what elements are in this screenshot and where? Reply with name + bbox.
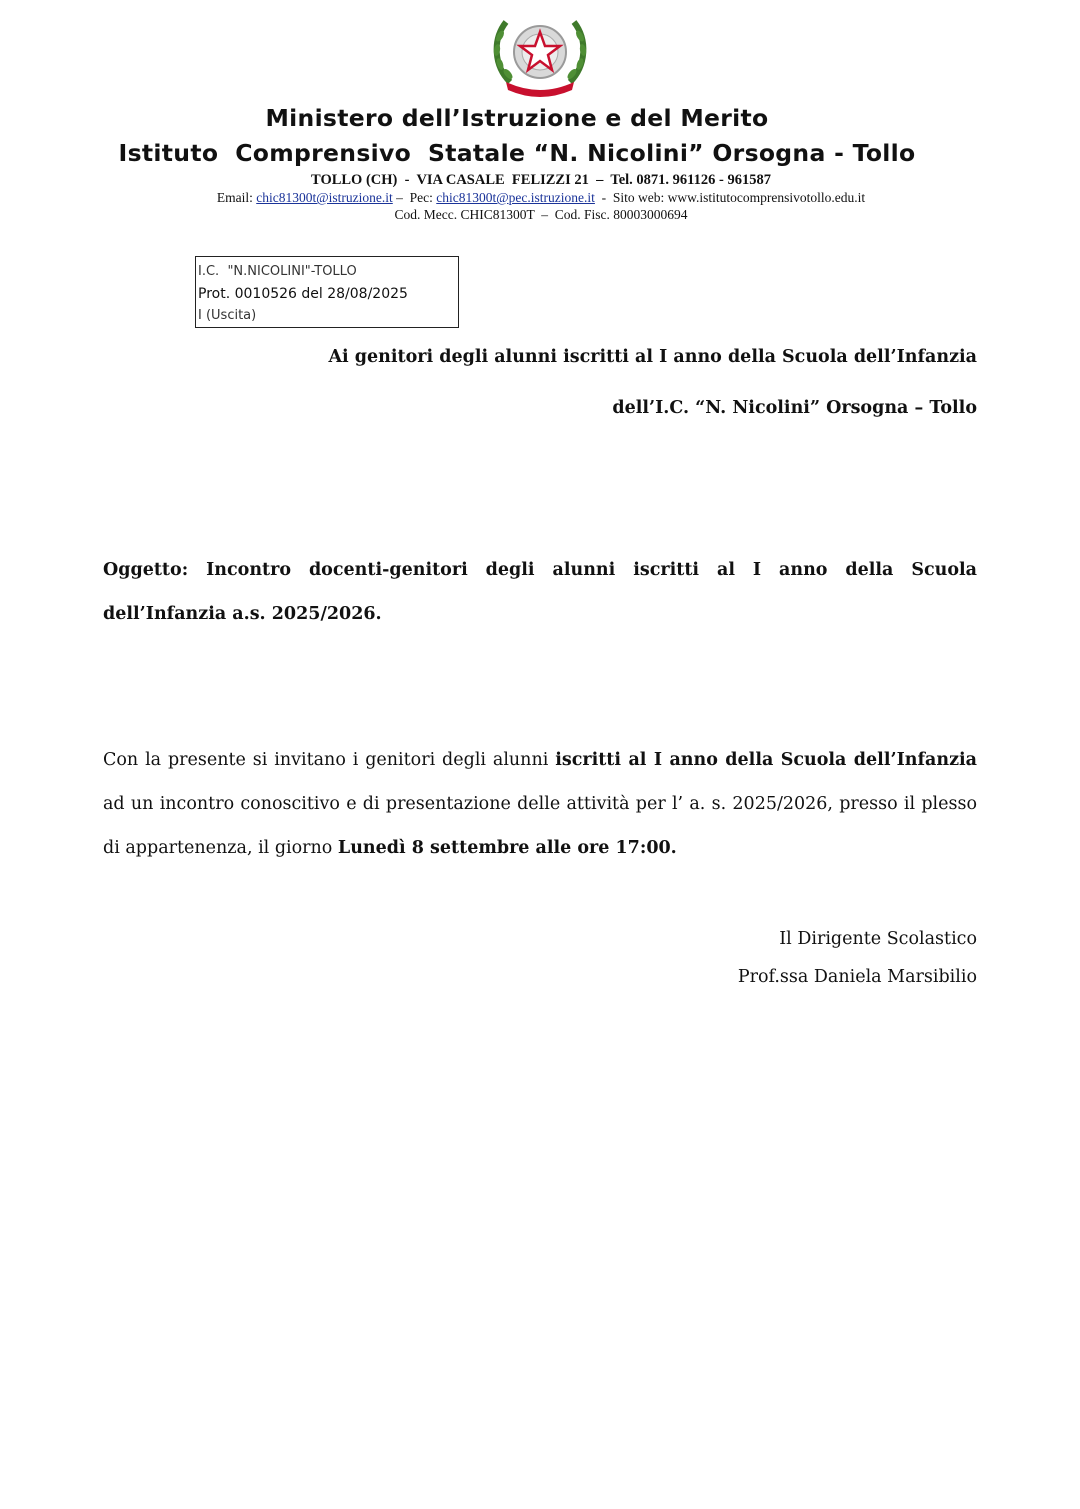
letter-body xyxy=(103,738,977,870)
stamp-protocol-number: Prot. 0010526 del 28/08/2025 xyxy=(198,286,408,302)
ministry-title: Ministero dell’Istruzione e del Merito xyxy=(265,104,769,132)
contact-line xyxy=(0,190,1080,206)
email-label: Email: xyxy=(216,190,257,205)
signature-role: Il Dirigente Scolastico xyxy=(779,929,977,949)
stamp-direction: I (Uscita) xyxy=(198,308,257,323)
website-text: - Sito web: www.istitutocomprensivotollo.edu.it xyxy=(594,190,866,205)
school-address: TOLLO (CH) - VIA CASALE FELIZZI 21 – Tel. 0871. 961126 - 961587 xyxy=(311,172,771,188)
republic-emblem xyxy=(488,10,592,98)
subject-line: Oggetto: Incontro docenti-genitori degli alunni iscritti al I anno della Scuola dell’Infanzia a.s. 2025/2026. xyxy=(103,560,977,624)
school-name: Istituto Comprensivo Statale “N. Nicolini” Orsogna - Tollo xyxy=(118,139,916,167)
recipient-line-2: dell’I.C. “N. Nicolini” Orsogna – Tollo xyxy=(612,398,977,418)
body-bold-2: Lunedì 8 settembre alle ore 17:00. xyxy=(337,838,677,858)
pec-link[interactable]: chic81300t@pec.istruzione.it xyxy=(436,190,595,205)
body-text-2: ad un incontro conoscitivo e di presentazione delle attività per l’ a. s. 2025/2026, presso il plesso di appartenenza, il giorno xyxy=(103,794,977,858)
protocol-stamp xyxy=(195,256,459,328)
body-bold-1: iscritti al I anno della Scuola dell’Infanzia xyxy=(555,750,977,770)
signature-name: Prof.ssa Daniela Marsibilio xyxy=(737,967,977,987)
pec-label: – Pec: xyxy=(392,190,437,205)
stamp-institute: I.C. "N.NICOLINI"-TOLLO xyxy=(198,264,357,279)
body-text-1: Con la presente si invitano i genitori degli alunni xyxy=(103,750,556,770)
email-link[interactable]: chic81300t@istruzione.it xyxy=(256,190,393,205)
recipient-line-1: Ai genitori degli alunni iscritti al I anno della Scuola dell’Infanzia xyxy=(328,347,977,367)
school-codes: Cod. Mecc. CHIC81300T – Cod. Fisc. 80003000694 xyxy=(394,207,688,222)
